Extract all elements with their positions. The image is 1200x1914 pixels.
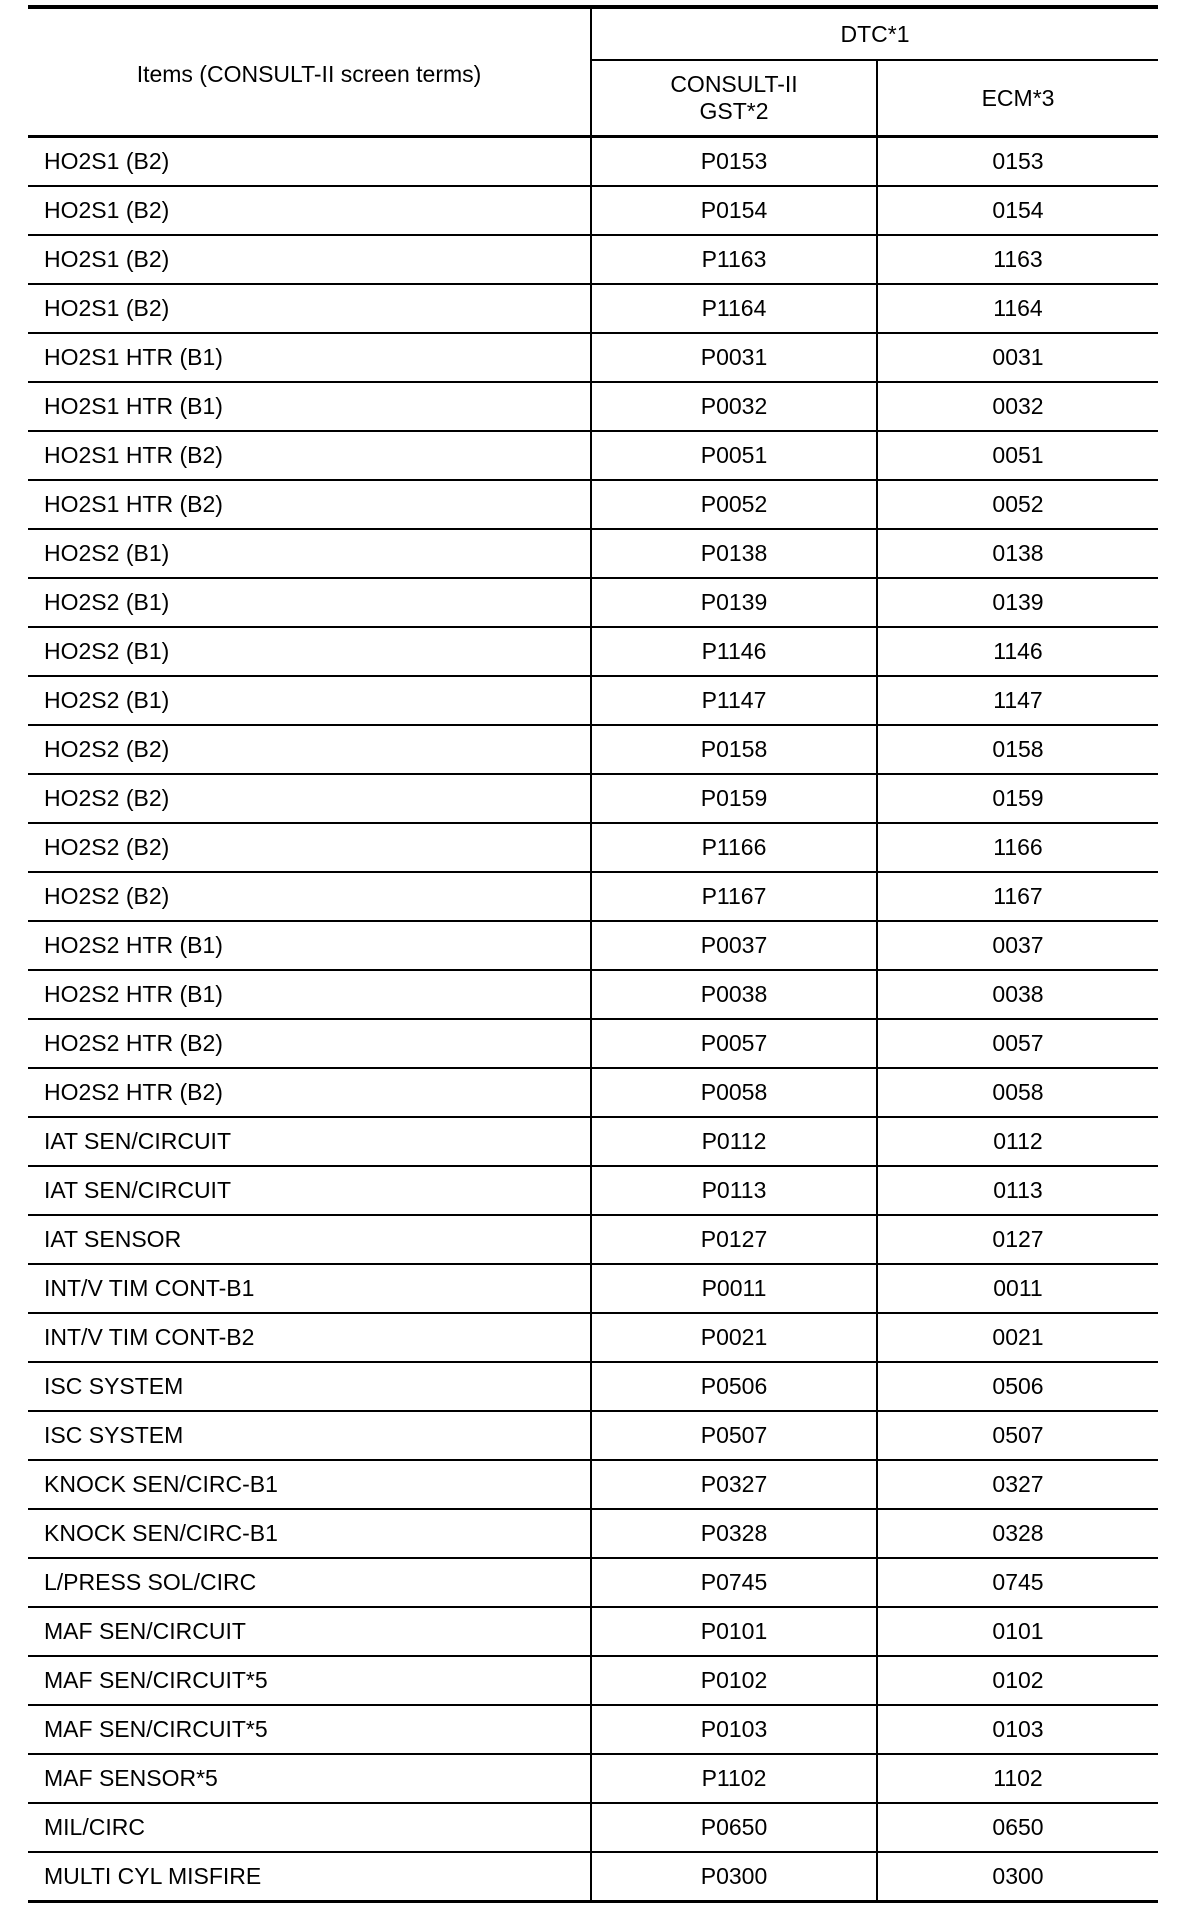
- table-row: [28, 1264, 1158, 1313]
- item-cell: IAT SEN/CIRCUIT: [28, 1166, 591, 1215]
- item-cell: HO2S1 (B2): [28, 137, 591, 187]
- item-cell: HO2S2 (B1): [28, 676, 591, 725]
- ecm-code-cell: 0139: [877, 578, 1158, 627]
- ecm-code-cell: 0159: [877, 774, 1158, 823]
- ecm-code-cell: 1166: [877, 823, 1158, 872]
- table-row: [28, 1068, 1158, 1117]
- table-row: [28, 1656, 1158, 1705]
- item-cell: HO2S1 HTR (B2): [28, 431, 591, 480]
- item-cell: HO2S2 (B1): [28, 529, 591, 578]
- table-row: [28, 1019, 1158, 1068]
- ecm-code-cell: 0057: [877, 1019, 1158, 1068]
- table-row: [28, 333, 1158, 382]
- table-row: [28, 1607, 1158, 1656]
- consult-gst-header-line1: CONSULT-II: [670, 71, 798, 97]
- ecm-code-cell: 0328: [877, 1509, 1158, 1558]
- item-cell: HO2S2 (B1): [28, 578, 591, 627]
- consult-gst-code-cell: P0153: [591, 137, 877, 187]
- table-row: [28, 186, 1158, 235]
- table-row: [28, 872, 1158, 921]
- table-row: [28, 1460, 1158, 1509]
- consult-gst-code-cell: P0037: [591, 921, 877, 970]
- ecm-code-cell: 0300: [877, 1852, 1158, 1902]
- table-row: [28, 1803, 1158, 1852]
- table-row: [28, 627, 1158, 676]
- ecm-code-cell: 0650: [877, 1803, 1158, 1852]
- ecm-code-cell: 0327: [877, 1460, 1158, 1509]
- item-cell: HO2S2 HTR (B2): [28, 1019, 591, 1068]
- ecm-code-cell: 0052: [877, 480, 1158, 529]
- consult-gst-code-cell: P0021: [591, 1313, 877, 1362]
- consult-gst-code-cell: P0127: [591, 1215, 877, 1264]
- ecm-code-cell: 0101: [877, 1607, 1158, 1656]
- dtc-table: [28, 5, 1158, 1903]
- table-row: [28, 1558, 1158, 1607]
- table-row: [28, 1166, 1158, 1215]
- table-row: [28, 676, 1158, 725]
- item-cell: IAT SENSOR: [28, 1215, 591, 1264]
- table-header: [28, 7, 1158, 137]
- item-cell: HO2S2 HTR (B1): [28, 970, 591, 1019]
- consult-gst-code-cell: P1146: [591, 627, 877, 676]
- consult-gst-code-cell: P0051: [591, 431, 877, 480]
- item-cell: MAF SEN/CIRCUIT: [28, 1607, 591, 1656]
- consult-gst-code-cell: P0650: [591, 1803, 877, 1852]
- ecm-code-cell: 0011: [877, 1264, 1158, 1313]
- ecm-code-cell: 0058: [877, 1068, 1158, 1117]
- ecm-code-cell: 0138: [877, 529, 1158, 578]
- item-cell: L/PRESS SOL/CIRC: [28, 1558, 591, 1607]
- consult-gst-code-cell: P1166: [591, 823, 877, 872]
- table-row: [28, 1215, 1158, 1264]
- ecm-code-cell: 0113: [877, 1166, 1158, 1215]
- table-row: [28, 235, 1158, 284]
- item-cell: HO2S2 (B2): [28, 774, 591, 823]
- table-row: [28, 921, 1158, 970]
- table-row: [28, 1313, 1158, 1362]
- item-cell: KNOCK SEN/CIRC-B1: [28, 1460, 591, 1509]
- item-cell: MAF SENSOR*5: [28, 1754, 591, 1803]
- table-body: [28, 137, 1158, 1902]
- ecm-code-cell: 1102: [877, 1754, 1158, 1803]
- ecm-code-cell: 1146: [877, 627, 1158, 676]
- item-cell: HO2S2 HTR (B1): [28, 921, 591, 970]
- table-row: [28, 1362, 1158, 1411]
- items-column-header: Items (CONSULT-II screen terms): [28, 7, 591, 137]
- ecm-code-cell: 0154: [877, 186, 1158, 235]
- consult-gst-code-cell: P0112: [591, 1117, 877, 1166]
- item-cell: HO2S2 (B2): [28, 725, 591, 774]
- consult-gst-code-cell: P0139: [591, 578, 877, 627]
- consult-gst-code-cell: P0052: [591, 480, 877, 529]
- item-cell: MAF SEN/CIRCUIT*5: [28, 1705, 591, 1754]
- item-cell: MIL/CIRC: [28, 1803, 591, 1852]
- item-cell: HO2S1 HTR (B1): [28, 333, 591, 382]
- item-cell: HO2S1 (B2): [28, 235, 591, 284]
- header-row-top: [28, 7, 1158, 60]
- consult-gst-code-cell: P0158: [591, 725, 877, 774]
- item-cell: MAF SEN/CIRCUIT*5: [28, 1656, 591, 1705]
- ecm-code-cell: 0506: [877, 1362, 1158, 1411]
- consult-gst-code-cell: P0011: [591, 1264, 877, 1313]
- ecm-code-cell: 0153: [877, 137, 1158, 187]
- table-row: [28, 382, 1158, 431]
- table-row: [28, 1411, 1158, 1460]
- table-row: [28, 725, 1158, 774]
- consult-gst-code-cell: P1147: [591, 676, 877, 725]
- dtc-group-header: DTC*1: [591, 7, 1158, 60]
- consult-gst-code-cell: P0032: [591, 382, 877, 431]
- consult-gst-code-cell: P1163: [591, 235, 877, 284]
- ecm-code-cell: 0037: [877, 921, 1158, 970]
- table-row: [28, 774, 1158, 823]
- ecm-column-header: ECM*3: [877, 60, 1158, 137]
- item-cell: IAT SEN/CIRCUIT: [28, 1117, 591, 1166]
- consult-gst-code-cell: P0159: [591, 774, 877, 823]
- ecm-code-cell: 0507: [877, 1411, 1158, 1460]
- ecm-code-cell: 0102: [877, 1656, 1158, 1705]
- consult-gst-column-header: [591, 60, 877, 137]
- item-cell: HO2S2 (B2): [28, 823, 591, 872]
- consult-gst-code-cell: P1164: [591, 284, 877, 333]
- consult-gst-code-cell: P0328: [591, 1509, 877, 1558]
- consult-gst-code-cell: P0101: [591, 1607, 877, 1656]
- item-cell: MULTI CYL MISFIRE: [28, 1852, 591, 1902]
- item-cell: HO2S1 (B2): [28, 186, 591, 235]
- consult-gst-code-cell: P0038: [591, 970, 877, 1019]
- table-row: [28, 1705, 1158, 1754]
- consult-gst-code-cell: P0058: [591, 1068, 877, 1117]
- ecm-code-cell: 1147: [877, 676, 1158, 725]
- item-cell: ISC SYSTEM: [28, 1362, 591, 1411]
- consult-gst-code-cell: P0745: [591, 1558, 877, 1607]
- consult-gst-code-cell: P0300: [591, 1852, 877, 1902]
- table-row: [28, 137, 1158, 187]
- item-cell: KNOCK SEN/CIRC-B1: [28, 1509, 591, 1558]
- item-cell: INT/V TIM CONT-B1: [28, 1264, 591, 1313]
- ecm-code-cell: 0745: [877, 1558, 1158, 1607]
- item-cell: ISC SYSTEM: [28, 1411, 591, 1460]
- consult-gst-code-cell: P0113: [591, 1166, 877, 1215]
- consult-gst-code-cell: P0138: [591, 529, 877, 578]
- item-cell: HO2S2 HTR (B2): [28, 1068, 591, 1117]
- consult-gst-code-cell: P0057: [591, 1019, 877, 1068]
- ecm-code-cell: 0021: [877, 1313, 1158, 1362]
- table-row: [28, 480, 1158, 529]
- ecm-code-cell: 0038: [877, 970, 1158, 1019]
- ecm-code-cell: 0112: [877, 1117, 1158, 1166]
- table-row: [28, 1754, 1158, 1803]
- ecm-code-cell: 1164: [877, 284, 1158, 333]
- consult-gst-code-cell: P0154: [591, 186, 877, 235]
- table-row: [28, 970, 1158, 1019]
- consult-gst-code-cell: P1167: [591, 872, 877, 921]
- ecm-code-cell: 0032: [877, 382, 1158, 431]
- consult-gst-code-cell: P0102: [591, 1656, 877, 1705]
- item-cell: HO2S1 HTR (B2): [28, 480, 591, 529]
- table-row: [28, 823, 1158, 872]
- table-row: [28, 1852, 1158, 1902]
- consult-gst-code-cell: P0103: [591, 1705, 877, 1754]
- consult-gst-code-cell: P1102: [591, 1754, 877, 1803]
- ecm-code-cell: 0158: [877, 725, 1158, 774]
- table-row: [28, 1509, 1158, 1558]
- table-row: [28, 529, 1158, 578]
- item-cell: HO2S1 HTR (B1): [28, 382, 591, 431]
- ecm-code-cell: 1163: [877, 235, 1158, 284]
- item-cell: HO2S2 (B2): [28, 872, 591, 921]
- table-row: [28, 578, 1158, 627]
- ecm-code-cell: 0051: [877, 431, 1158, 480]
- ecm-code-cell: 0103: [877, 1705, 1158, 1754]
- consult-gst-code-cell: P0031: [591, 333, 877, 382]
- item-cell: INT/V TIM CONT-B2: [28, 1313, 591, 1362]
- ecm-code-cell: 0127: [877, 1215, 1158, 1264]
- table-row: [28, 431, 1158, 480]
- consult-gst-header-line2: GST*2: [699, 98, 769, 124]
- item-cell: HO2S2 (B1): [28, 627, 591, 676]
- consult-gst-code-cell: P0327: [591, 1460, 877, 1509]
- table-row: [28, 284, 1158, 333]
- ecm-code-cell: 1167: [877, 872, 1158, 921]
- table-row: [28, 1117, 1158, 1166]
- consult-gst-code-cell: P0506: [591, 1362, 877, 1411]
- item-cell: HO2S1 (B2): [28, 284, 591, 333]
- consult-gst-code-cell: P0507: [591, 1411, 877, 1460]
- ecm-code-cell: 0031: [877, 333, 1158, 382]
